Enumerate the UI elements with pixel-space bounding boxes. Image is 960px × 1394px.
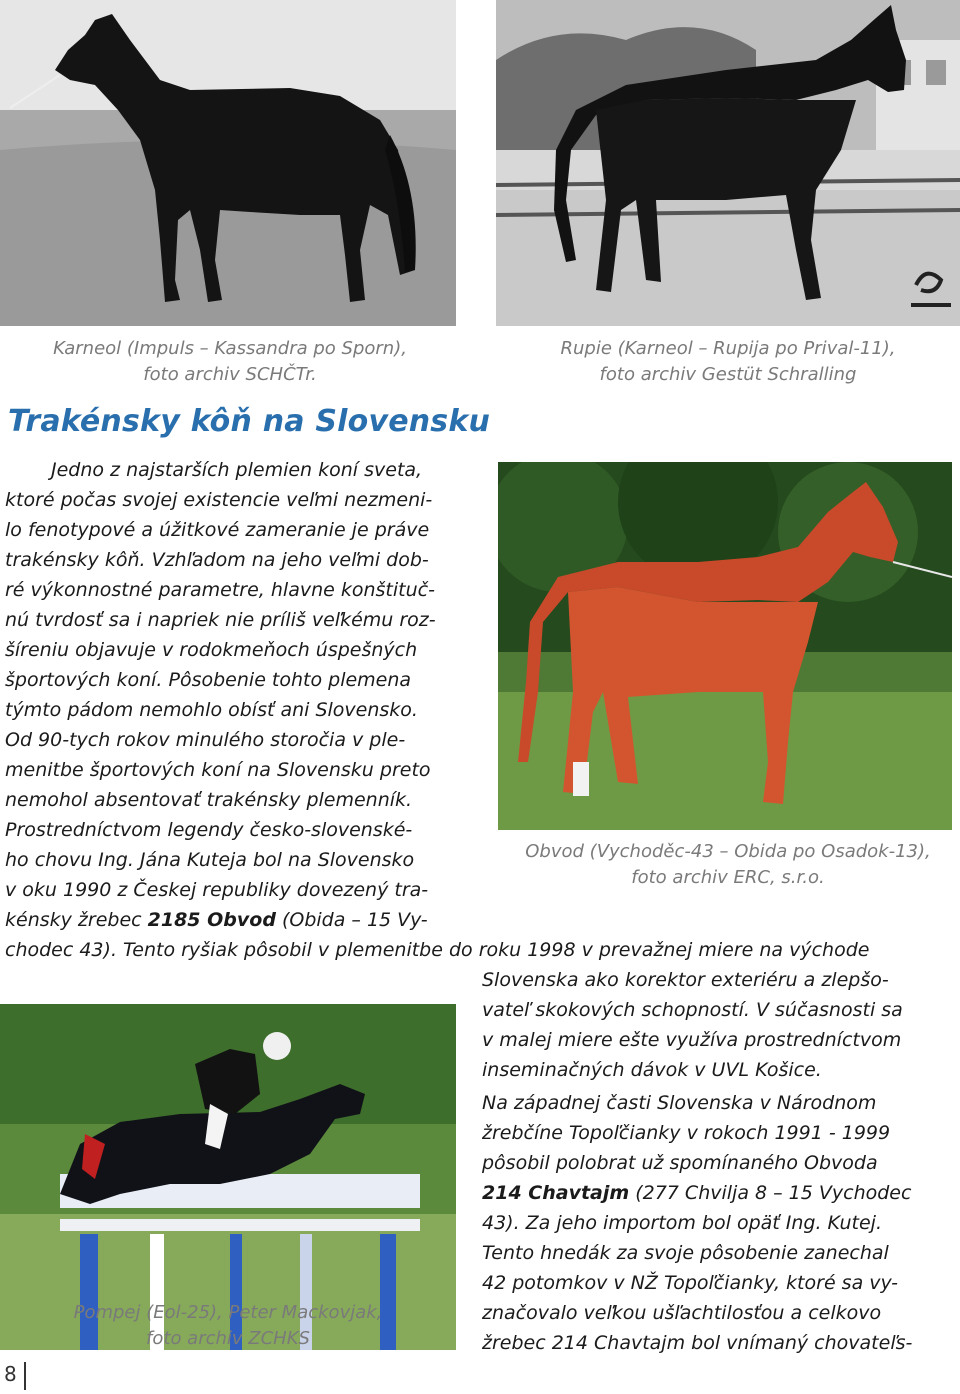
text-run: kénsky žrebec — [5, 909, 148, 931]
body-line: týmto pádom nemohlo obísť ani Slovensko. — [5, 699, 418, 721]
obvod-caption — [496, 839, 960, 891]
article-body-right — [482, 965, 903, 1085]
pompej-photo — [0, 1004, 456, 1350]
article-body-left — [5, 455, 436, 935]
body-line: značovalo veľkou ušľachtilosťou a celkovo — [482, 1302, 882, 1324]
body-line: chodec 43). Tento ryšiak pôsobil v plemenitbe do roku 1998 v prevažnej miere na východe — [5, 939, 870, 961]
caption-line: foto archiv ZCHKS — [146, 1328, 310, 1349]
body-line: lo fenotypové a úžitkové zameranie je práve — [5, 519, 430, 541]
body-line: ktoré počas svojej existencie veľmi nezmeni- — [5, 489, 433, 511]
body-line: vateľ skokových schopností. V súčasnosti sa — [482, 999, 903, 1021]
body-line: nemohol absentovať trakénsky plemenník. — [5, 789, 413, 811]
article-title: Trakénsky kôň na Slovensku — [8, 404, 491, 439]
karneol-caption — [0, 336, 460, 388]
caption-line: Rupie (Karneol – Rupija po Prival-11), — [560, 338, 896, 359]
body-line: nú tvrdosť sa i napriek nie príliš veľkému roz- — [5, 609, 436, 631]
body-line: Prostredníctvom legendy česko-slovenské- — [5, 819, 413, 841]
text-run: (Obida – 15 Vy- — [275, 909, 428, 931]
body-line: inseminačných dávok v UVL Košice. — [482, 1059, 822, 1081]
obvod-photo — [498, 462, 952, 830]
page-number-rule — [24, 1362, 26, 1390]
karneol-photo — [0, 0, 456, 326]
body-line: Na západnej časti Slovenska v Národnom — [482, 1092, 877, 1114]
caption-line: Karneol (Impuls – Kassandra po Sporn), — [53, 338, 407, 359]
text-run: (277 Chvilja 8 – 15 Vychodec — [629, 1182, 912, 1204]
body-line: Slovenska ako korektor exteriéru a zlepšo- — [482, 969, 889, 991]
body-line: šíreniu objavuje v rodokmeňoch úspešných — [5, 639, 418, 661]
body-line: pôsobil polobrat už spomínaného Obvoda — [482, 1152, 878, 1174]
stallion-name: 2185 Obvod — [147, 909, 276, 931]
body-line: žrebec 214 Chavtajm bol vnímaný chovateľs- — [482, 1332, 913, 1354]
body-line: žrebčíne Topoľčianky v rokoch 1991 - 1999 — [482, 1122, 891, 1144]
article-full-line — [5, 935, 869, 965]
caption-line: foto archiv ERC, s.r.o. — [631, 867, 825, 888]
body-line: 42 potomkov v NŽ Topoľčianky, ktoré sa vy- — [482, 1272, 898, 1294]
body-line: trakénsky kôň. Vzhľadom na jeho veľmi dob- — [5, 549, 429, 571]
body-line: ho chovu Ing. Jána Kuteja bol na Slovensko — [5, 849, 415, 871]
body-line — [482, 1178, 912, 1208]
body-line: v oku 1990 z Českej republiky dovezený tra- — [5, 879, 429, 901]
body-line: 43). Za jeho importom bol opäť Ing. Kutej. — [482, 1212, 883, 1234]
caption-line: foto archiv SCHČTr. — [143, 364, 317, 385]
rupie-photo — [496, 0, 960, 326]
body-line: ré výkonnostné parametre, hlavne konštituč- — [5, 579, 435, 601]
article-para2 — [482, 1088, 912, 1358]
body-line: Jedno z najstarších plemien koní sveta, — [51, 459, 423, 481]
caption-line: Obvod (Vychoděc-43 – Obida po Osadok-13), — [525, 841, 931, 862]
caption-line: Pompej (Eol-25), Peter Mackovjak, — [73, 1302, 383, 1323]
body-line: menitbe športových koní na Slovensku preto — [5, 759, 431, 781]
body-line: Tento hnedák za svoje pôsobenie zanechal — [482, 1242, 889, 1264]
body-line — [5, 905, 436, 935]
body-line: Od 90-tych rokov minulého storočia v ple- — [5, 729, 406, 751]
body-line: v malej miere ešte využíva prostredníctvom — [482, 1029, 902, 1051]
rupie-caption — [496, 336, 960, 388]
body-line: športových koní. Pôsobenie tohto plemena — [5, 669, 412, 691]
page-number: 8 — [4, 1362, 17, 1386]
stallion-name: 214 Chavtajm — [482, 1182, 630, 1204]
caption-line: foto archiv Gestüt Schralling — [599, 364, 857, 385]
pompej-caption — [0, 1300, 456, 1352]
